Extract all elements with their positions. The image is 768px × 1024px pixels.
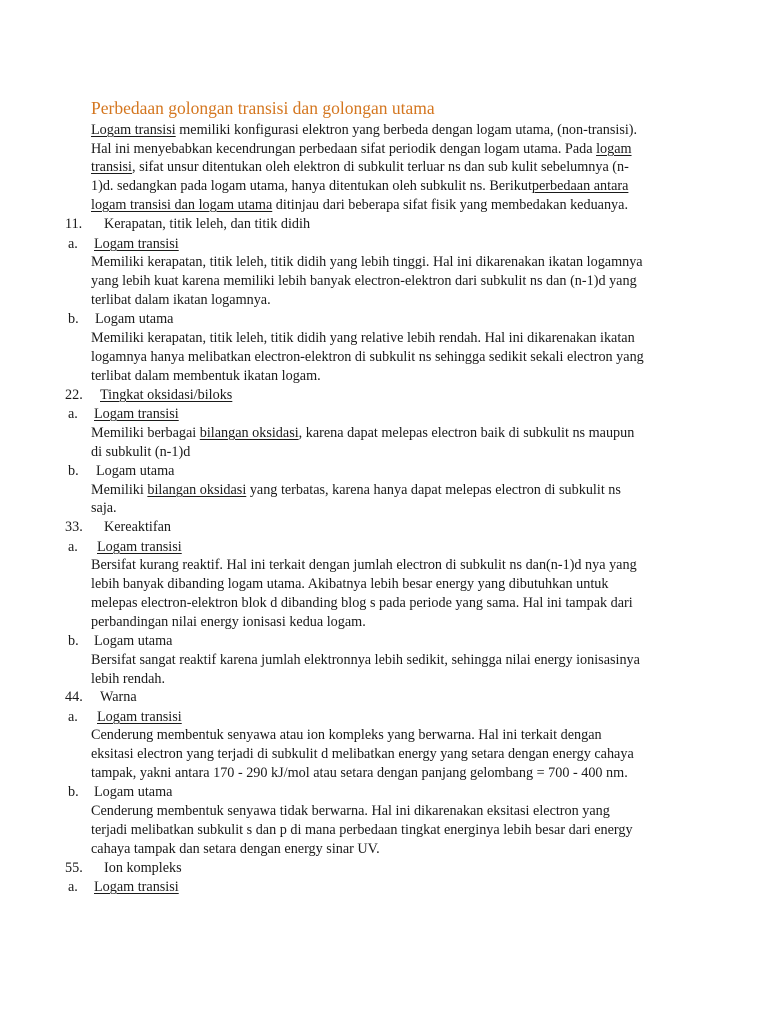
list-marker: b. [68, 463, 79, 479]
section-number: 44. [65, 689, 83, 705]
body-line: yang lebih kuat karena memiliki lebih banyak electron-elektron dari subkulit ns dan (n-1)d yang [91, 273, 637, 289]
link-transisi[interactable]: transisi [91, 159, 132, 175]
body-line: melepas electron-elektron blok d dibanding blog s pada periode yang sama. Hal ini tampak dari [91, 595, 633, 611]
list-marker: a. [68, 236, 78, 252]
sublabel-logam-utama: Logam utama [94, 784, 173, 800]
intro-text: memiliki konfigurasi elektron yang berbeda dengan logam utama, (non-transisi). [175, 122, 638, 138]
sublabel-logam-utama: Logam utama [94, 633, 173, 649]
link-logam-transisi[interactable]: Logam transisi [94, 406, 179, 422]
sublabel-logam-transisi [97, 708, 182, 727]
list-marker: a. [68, 879, 78, 895]
body-line [91, 424, 634, 443]
link-bilangan-oksidasi[interactable]: bilangan oksidasi [199, 425, 299, 441]
body-line: saja. [91, 500, 117, 516]
list-marker: b. [68, 311, 79, 327]
section-number: 22. [65, 387, 83, 403]
body-line: di subkulit (n-1)d [91, 444, 191, 460]
intro-text: Hal ini menyebabkan kecendrungan perbedaan sifat periodik dengan logam utama. Pada [91, 141, 597, 157]
link-logam-transisi[interactable]: Logam transisi [94, 236, 179, 252]
section-heading: Warna [100, 689, 137, 705]
link-tingkat-oksidasi[interactable]: Tingkat oksidasi/biloks [100, 387, 233, 403]
body-line: Cenderung membentuk senyawa atau ion kompleks yang berwarna. Hal ini terkait dengan [91, 727, 602, 743]
link-logam-transisi[interactable]: Logam transisi [91, 122, 176, 138]
body-line: Memiliki kerapatan, titik leleh, titik didih yang lebih tinggi. Hal ini dikarenakan ikatan logamnya [91, 254, 643, 270]
intro-line-1 [91, 121, 637, 140]
section-heading: Ion kompleks [104, 860, 182, 876]
page-title: Perbedaan golongan transisi dan golongan utama [91, 98, 435, 118]
body-text: , karena dapat melepas electron baik di subkulit ns maupun [298, 425, 635, 441]
link-bilangan-oksidasi[interactable]: bilangan oksidasi [147, 482, 247, 498]
list-marker: a. [68, 539, 78, 555]
list-marker: b. [68, 784, 79, 800]
intro-line-4 [91, 177, 628, 196]
link-logam-transisi[interactable]: Logam transisi [94, 879, 179, 895]
link-logam[interactable]: logam [596, 141, 632, 157]
section-heading [100, 386, 232, 405]
body-line: perbandingan nilai energy ionisasi kedua logam. [91, 614, 366, 630]
body-line: tampak, yakni antara 170 - 290 kJ/mol atau setara dengan panjang gelombang = 700 - 400 nm. [91, 765, 628, 781]
intro-line-5 [91, 196, 628, 215]
sublabel-logam-transisi [94, 235, 179, 254]
sublabel-logam-utama: Logam utama [95, 311, 174, 327]
list-marker: b. [68, 633, 79, 649]
intro-line-3 [91, 158, 629, 177]
body-text: Memiliki berbagai [91, 425, 200, 441]
body-line: lebih banyak dibanding logam utama. Akibatnya lebih besar energy yang dibutuhkan untuk [91, 576, 609, 592]
body-text: yang terbatas, karena hanya dapat melepas electron di subkulit ns [246, 482, 621, 498]
list-marker: a. [68, 709, 78, 725]
body-line: terlibat dalam membentuk ikatan logam. [91, 368, 321, 384]
body-line: terjadi melibatkan subkulit s dan p di mana perbedaan tingkat energinya lebih besar dari energy [91, 822, 633, 838]
sublabel-logam-transisi [94, 405, 179, 424]
sublabel-logam-transisi [97, 538, 182, 557]
body-line: terlibat dalam ikatan logamnya. [91, 292, 271, 308]
link-logam-transisi-dan-logam-utama[interactable]: logam transisi dan logam utama [91, 197, 273, 213]
sublabel-logam-transisi [94, 878, 179, 897]
link-logam-transisi[interactable]: Logam transisi [97, 709, 182, 725]
body-line: Cenderung membentuk senyawa tidak berwarna. Hal ini dikarenakan eksitasi electron yang [91, 803, 610, 819]
body-text: Memiliki [91, 482, 148, 498]
body-line: eksitasi electron yang terjadi di subkulit d melibatkan energy yang setara dengan energy cahaya [91, 746, 634, 762]
sublabel-logam-utama: Logam utama [96, 463, 175, 479]
intro-text: , sifat unsur ditentukan oleh elektron di subkulit terluar ns dan sub kulit sebelumnya (n- [131, 159, 629, 175]
intro-text: 1)d. sedangkan pada logam utama, hanya ditentukan oleh subkulit ns. Berikut [91, 178, 532, 194]
section-heading: Kerapatan, titik leleh, dan titik didih [104, 216, 311, 232]
body-line [91, 481, 621, 500]
section-number: 11. [65, 216, 83, 232]
body-line: Memiliki kerapatan, titik leleh, titik didih yang relative lebih rendah. Hal ini dikarenakan ikatan [91, 330, 635, 346]
intro-line-2 [91, 140, 632, 159]
section-heading: Kereaktifan [104, 519, 171, 535]
body-line: lebih rendah. [91, 671, 166, 687]
body-line: cahaya tampak dan setara dengan energy sinar UV. [91, 841, 380, 857]
link-perbedaan-antara[interactable]: perbedaan antara [531, 178, 629, 194]
section-number: 55. [65, 860, 83, 876]
body-line: Bersifat kurang reaktif. Hal ini terkait dengan jumlah electron di subkulit ns dan(n-1)d nya yang [91, 557, 637, 573]
list-marker: a. [68, 406, 78, 422]
intro-text: ditinjau dari beberapa sifat fisik yang membedakan keduanya. [272, 197, 628, 213]
body-line: logamnya hanya melibatkan electron-elektron di subkulit ns sehingga sedikit sekali electron yang [91, 349, 644, 365]
body-line: Bersifat sangat reaktif karena jumlah elektronnya lebih sedikit, sehingga nilai energy ionisasinya [91, 652, 640, 668]
link-logam-transisi[interactable]: Logam transisi [97, 539, 182, 555]
section-number: 33. [65, 519, 83, 535]
